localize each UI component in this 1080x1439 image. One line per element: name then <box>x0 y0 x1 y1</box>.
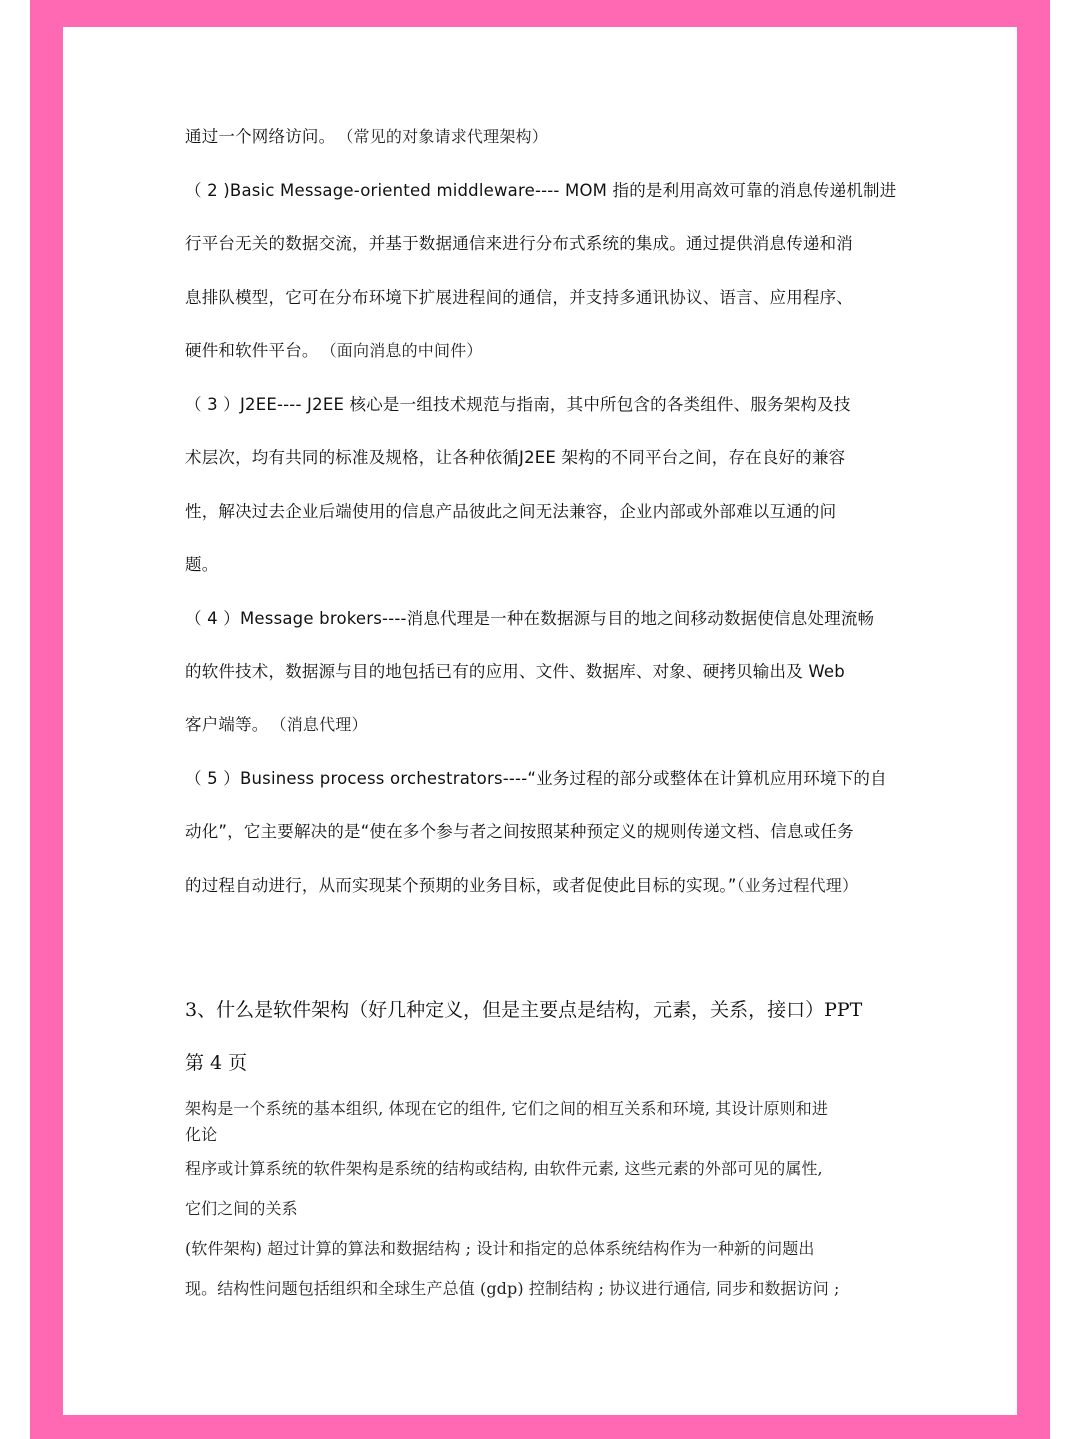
para-2-line-4 <box>185 337 897 361</box>
section-3-heading: 3、什么是软件架构（好几种定义，但是主要点是结构，元素，关系，接口）PPT <box>185 999 863 1021</box>
section-3-body-line-6: 现。结构性问题包括组织和全球生产总值 (gdp) 控制结构 ; 协议进行通信, 同步和数据访问 ; <box>185 1279 840 1298</box>
para-5-note: （业务过程代理） <box>736 876 859 895</box>
document-page <box>63 27 1017 1415</box>
section-3-body-line-2: 化论 <box>185 1125 218 1144</box>
para-1-tail-text: 通过一个网络访问。 <box>185 127 336 146</box>
para-4-line-3 <box>185 711 897 735</box>
section-3-body-line-1: 架构是一个系统的基本组织, 体现在它的组件, 它们之间的相互关系和环境, 其设计原则和进 <box>185 1099 828 1118</box>
para-2-note: （面向消息的中间件） <box>328 341 483 360</box>
para-2-line-1: （ 2 )Basic Message-oriented middleware---- MOM 指的是利用高效可靠的消息传递机制进 <box>185 181 897 200</box>
para-1-note: （常见的对象请求代理架构） <box>345 127 548 146</box>
para-2-line-2: 行平台无关的数据交流，并基于数据通信来进行分布式系统的集成。通过提供消息传递和消 <box>185 234 853 253</box>
para-5-line-2: 动化”，它主要解决的是“使在多个参与者之间按照某种预定义的规则传递文档、信息或任务 <box>185 822 854 841</box>
para-4-line-2: 的软件技术，数据源与目的地包括已有的应用、文件、数据库、对象、硬拷贝输出及 Web <box>185 662 845 681</box>
para-3-line-1: （ 3 ）J2EE---- J2EE 核心是一组技术规范与指南，其中所包含的各类组件、服务架构及技 <box>185 395 851 414</box>
para-5-line-3 <box>185 872 897 896</box>
para-4-line-1: （ 4 ）Message brokers----消息代理是一种在数据源与目的地之间移动数据使信息处理流畅 <box>185 609 875 628</box>
para-2-line-3: 息排队模型，它可在分布环境下扩展进程间的通信，并支持多通讯协议、语言、应用程序、 <box>185 288 853 307</box>
para-4-note: （消息代理） <box>278 715 368 734</box>
para-3-line-4: 题。 <box>185 555 219 574</box>
para-1-tail-line <box>185 123 897 147</box>
para-4-last-text: 客户端等。 <box>185 715 269 734</box>
para-5-last-text: 的过程自动进行，从而实现某个预期的业务目标，或者促使此目标的实现。” <box>185 876 737 895</box>
para-2-last-text: 硬件和软件平台。 <box>185 341 319 360</box>
para-5-line-1: （ 5 ）Business process orchestrators----“业务过程的部分或整体在计算机应用环境下的自 <box>185 769 887 788</box>
section-3-heading-page: 第 4 页 <box>185 1052 248 1074</box>
para-3-line-2: 术层次，均有共同的标准及规格，让各种依循J2EE 架构的不同平台之间，存在良好的兼容 <box>185 448 846 467</box>
para-3-line-3: 性，解决过去企业后端使用的信息产品彼此之间无法兼容，企业内部或外部难以互通的问 <box>185 502 837 521</box>
section-3-body-line-5: (软件架构) 超过计算的算法和数据结构 ; 设计和指定的总体系统结构作为一种新的问题出 <box>185 1239 815 1258</box>
section-3-body-line-3: 程序或计算系统的软件架构是系统的结构或结构, 由软件元素, 这些元素的外部可见的属性, <box>185 1159 823 1178</box>
section-3-body-line-4: 它们之间的关系 <box>185 1199 298 1218</box>
